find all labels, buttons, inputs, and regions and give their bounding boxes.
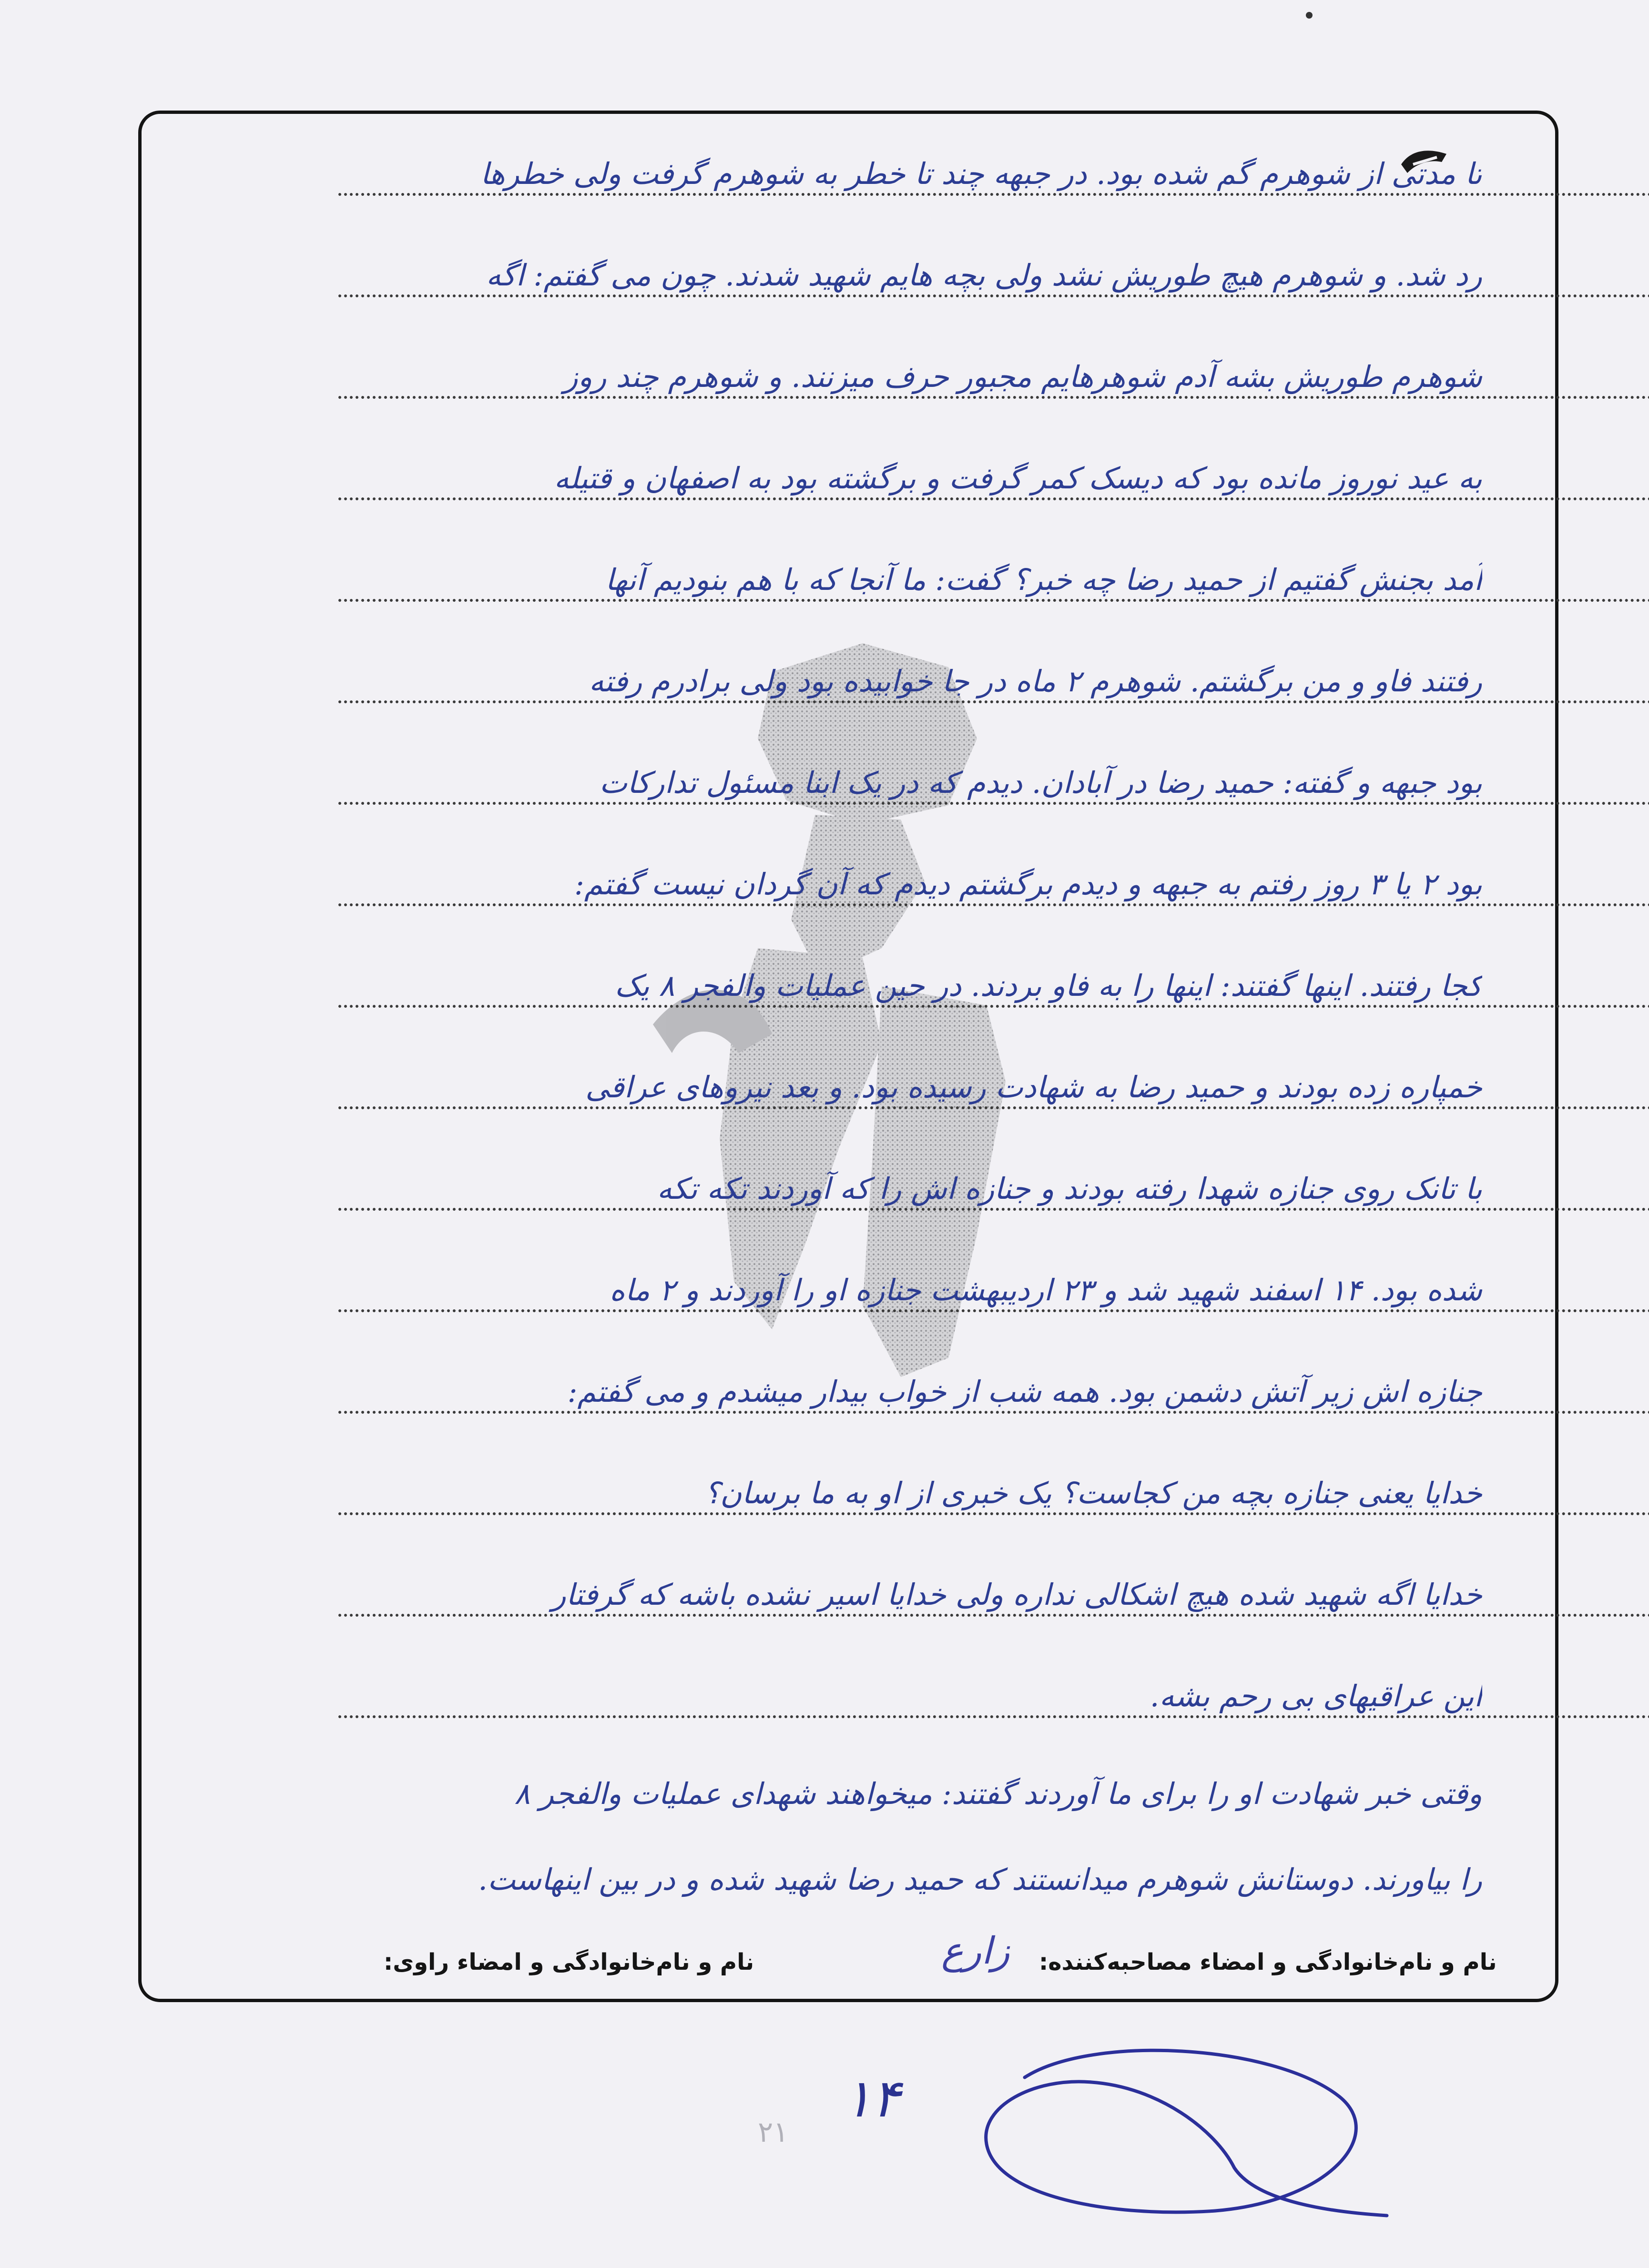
text-line: خدایا یعنی جنازه بچه من کجاست؟ یک خبری از او به ما برسان؟ <box>704 1476 1482 1510</box>
text-line: شوهرم طوریش بشه آدم شوهرهایم مجبور حرف میزنند. و شوهرم چند روز <box>563 359 1482 394</box>
narrator-signature <box>967 2025 1396 2225</box>
text-line: این عراقیهای بی رحم بشه. <box>1150 1679 1482 1713</box>
interviewer-signature: زارع <box>941 1930 1010 1973</box>
text-line: بود جبهه و گفته: حمید رضا در آبادان. دیدم که در یک ابنا مسئول تدارکات <box>599 765 1482 800</box>
text-line: به عید نوروز مانده بود که دیسک کمر گرفت و برگشته بود به اصفهان و قتیله <box>554 461 1482 496</box>
text-line: تا مدتی از شوهرم گم شده بود. در جبهه چند تا خطر به شوهرم گرفت ولی خطرها <box>480 156 1482 191</box>
narrator-label: نام و نام‌خانوادگی و امضاء راوی: <box>384 1949 754 1975</box>
text-line: شده بود. ۱۴ اسفند شهید شد و ۲۳ اردیبهشت جنازه او را آوردند و ۲ ماه <box>610 1273 1482 1307</box>
text-line: کجا رفتند. اینها گفتند: اینها را به فاو بردند. در حین عملیات والفجر ۸ یک <box>614 968 1482 1003</box>
handwritten-body <box>157 0 1530 2268</box>
text-line: با تانک روی جنازه شهدا رفته بودند و جنازه اش را که آوردند تکه تکه <box>657 1171 1482 1206</box>
text-line: خدایا اگه شهید شده هیچ اشکالی نداره ولی خدایا اسیر نشده باشه که گرفتار <box>551 1577 1482 1612</box>
text-line: رد شد. و شوهرم هیچ طوریش نشد ولی بچه هایم شهید شدند. چون می گفتم: اگه <box>486 258 1482 293</box>
interviewer-label: نام و نام‌خانوادگی و امضاء مصاحبه‌کننده: <box>1039 1949 1497 1975</box>
text-line: وقتی خبر شهادت او را برای ما آوردند گفتند: میخواهند شهدای عملیات والفجر ۸ <box>514 1776 1482 1811</box>
text-line: جنازه اش زیر آتش دشمن بود. همه شب از خواب بیدار میشدم و می گفتم: <box>567 1374 1482 1409</box>
text-line: رفتند فاو و من برگشتم. شوهرم ۲ ماه در جا خوابیده بود ولی برادرم رفته <box>589 664 1482 699</box>
text-line: را بیاورند. دوستانش شوهرم میدانستند که حمید رضا شهید شده و در بین اینهاست. <box>478 1862 1482 1897</box>
text-line: بود ۲ یا ۳ روز رفتم به جبهه و دیدم برگشتم دیدم که آن گردان نیست گفتم: <box>574 867 1482 901</box>
text-line: خمپاره زده بودند و حمید رضا به شهادت رسیده بود. و بعد نیروهای عراقی <box>585 1070 1482 1104</box>
text-line: آمد بجنش گفتیم از حمید رضا چه خبر؟ گفت: ما آنجا که با هم بنودیم آنها <box>605 562 1482 597</box>
page-number: ۱۴ <box>844 2068 900 2129</box>
stamp-number: ۲۱ <box>758 2116 789 2149</box>
